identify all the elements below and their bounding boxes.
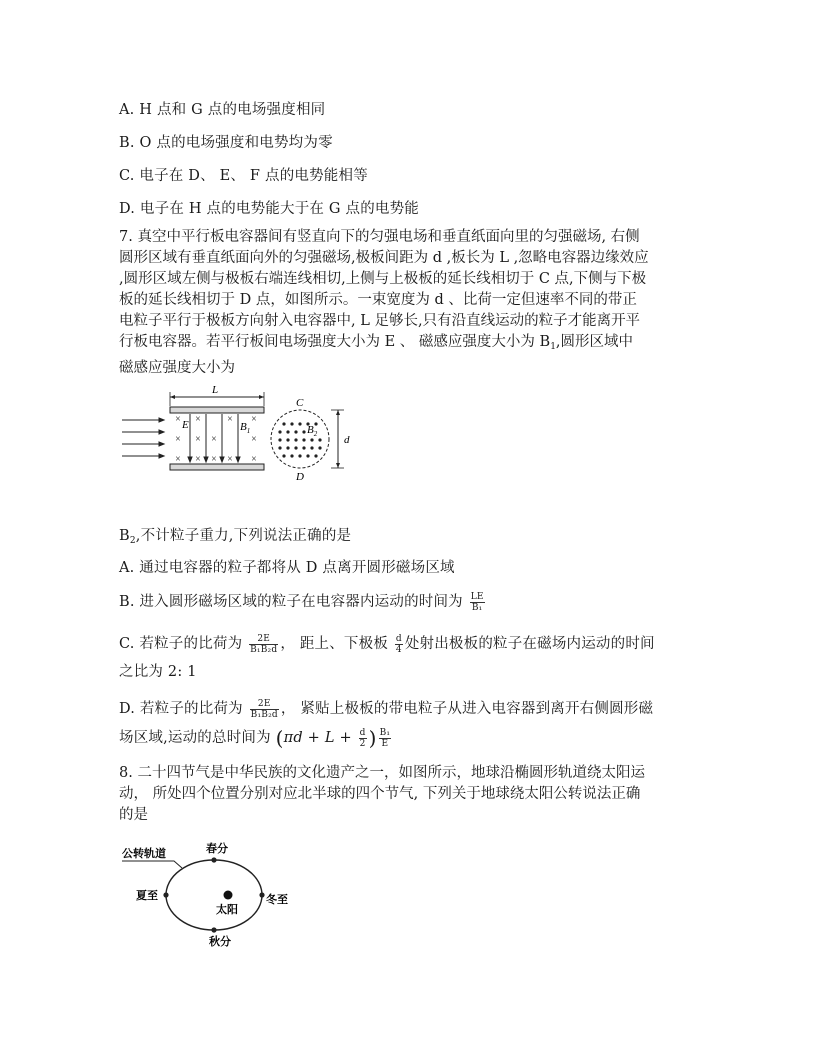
- label-B1: $B_1$: [240, 421, 251, 435]
- q7-option-a: A. 通过电容器的粒子都将从 D 点离开圆形磁场区域: [119, 560, 455, 576]
- q7-line-5: 电粒子平行于极板方向射入电容器中, L 足够长,只有沿直线运动的粒子才能离开平: [119, 313, 641, 329]
- svg-text:×: ×: [195, 414, 201, 425]
- label-L: L: [211, 384, 219, 396]
- q7-option-d: D. 若粒子的比荷为 $\frac{2E}{\text{B₁B₂d}}$ ， 紧贴上极板的带电粒子从进入电容器到离开右侧圆形磁: [119, 698, 654, 720]
- orbit-figure: [118, 838, 308, 950]
- sun-dot: [224, 891, 233, 900]
- svg-text:×: ×: [175, 414, 181, 425]
- question-8-stem: [119, 763, 699, 826]
- q8-line-3: 的是: [119, 807, 148, 823]
- label-spring: 春分: [206, 842, 228, 855]
- svg-text:×: ×: [175, 454, 181, 465]
- svg-text:×: ×: [251, 414, 257, 425]
- label-C: C: [296, 397, 304, 409]
- label-sun: 太阳: [216, 903, 238, 916]
- capacitor-figure: [118, 380, 368, 490]
- q7-option-b: B. 进入圆形磁场区域的粒子在电容器内运动的时间为 $\frac{LE}{\text{B₁}}$: [119, 591, 484, 613]
- upper-plate: [170, 407, 264, 413]
- q7-continuation: $B_2$,不计粒子重力,下列说法正确的是: [119, 528, 352, 546]
- label-autumn: 秋分: [209, 935, 231, 948]
- point-winter: [259, 892, 264, 897]
- label-summer: 夏至: [136, 889, 158, 902]
- svg-text:×: ×: [175, 434, 181, 445]
- q7-line-6: 行板电容器。若平行板间电场强度大小为 E 、 磁感应强度大小为 $B_1$,圆形区域中: [119, 334, 634, 352]
- q7-line-2: 圆形区域有垂直纸面向外的匀强磁场,极板间距为 d ,板长为 L ,忽略电容器边缘效应: [119, 250, 649, 266]
- q7-option-d-line2: 场区域,运动的总时间为 (πd + L + $\frac{d}{2}$ ) $\frac{\text{B₁}}{E}$: [119, 726, 391, 750]
- svg-text:×: ×: [195, 434, 201, 445]
- q7-line-1: 7. 真空中平行板电容器间有竖直向下的匀强电场和垂直纸面向里的匀强磁场, 右侧: [119, 229, 640, 245]
- label-d: d: [344, 434, 350, 446]
- orbit-ellipse: [166, 860, 262, 930]
- label-orbit: 公转轨道: [122, 847, 166, 860]
- svg-text:×: ×: [251, 454, 257, 465]
- svg-text:×: ×: [251, 434, 257, 445]
- q7-line-3: ,圆形区域左侧与极板右端连线相切,上侧与上极板的延长线相切于 C 点,下侧与下极: [119, 271, 647, 287]
- q7-option-c-line2: 之比为 2: 1: [119, 664, 197, 680]
- option-c-prev: C. 电子在 D、 E、 F 点的电势能相等: [119, 168, 368, 184]
- point-spring: [211, 857, 216, 862]
- field-dots: [278, 422, 321, 457]
- option-d-prev: D. 电子在 H 点的电势能大于在 G 点的电势能: [119, 201, 419, 217]
- svg-text:×: ×: [227, 454, 233, 465]
- option-b-prev: B. O 点的电场强度和电势均为零: [119, 135, 333, 151]
- svg-text:×: ×: [195, 454, 201, 465]
- q8-line-2: 动， 所处四个位置分别对应北半球的四个节气, 下列关于地球绕太阳公转说法正确: [119, 786, 641, 802]
- label-D: D: [296, 471, 304, 483]
- svg-text:×: ×: [211, 454, 217, 465]
- label-winter: 冬至: [266, 893, 288, 906]
- option-a-prev: A. H 点和 G 点的电场强度相同: [119, 102, 326, 118]
- svg-text:×: ×: [227, 414, 233, 425]
- q7-option-c: C. 若粒子的比荷为 $\frac{2E}{\text{B₁B₂d}}$ ， 距上、下极板 $\frac{d}{4}$ 处射出极板的粒子在磁场内运动的时间: [119, 633, 655, 655]
- q7-line-7: 磁感应强度大小为: [119, 360, 235, 376]
- point-summer: [163, 892, 168, 897]
- q7-line-4: 板的延长线相切于 D 点，如图所示。一束宽度为 d 、比荷一定但速率不同的带正: [119, 292, 637, 308]
- question-7-stem: [119, 227, 699, 379]
- label-E: E: [182, 419, 189, 431]
- lower-plate: [170, 464, 264, 470]
- label-B2: $B_2$: [307, 424, 318, 438]
- q8-line-1: 8. 二十四节气是中华民族的文化遗产之一，如图所示，地球沿椭圆形轨道绕太阳运: [119, 765, 645, 781]
- svg-text:×: ×: [211, 434, 217, 445]
- point-autumn: [211, 927, 216, 932]
